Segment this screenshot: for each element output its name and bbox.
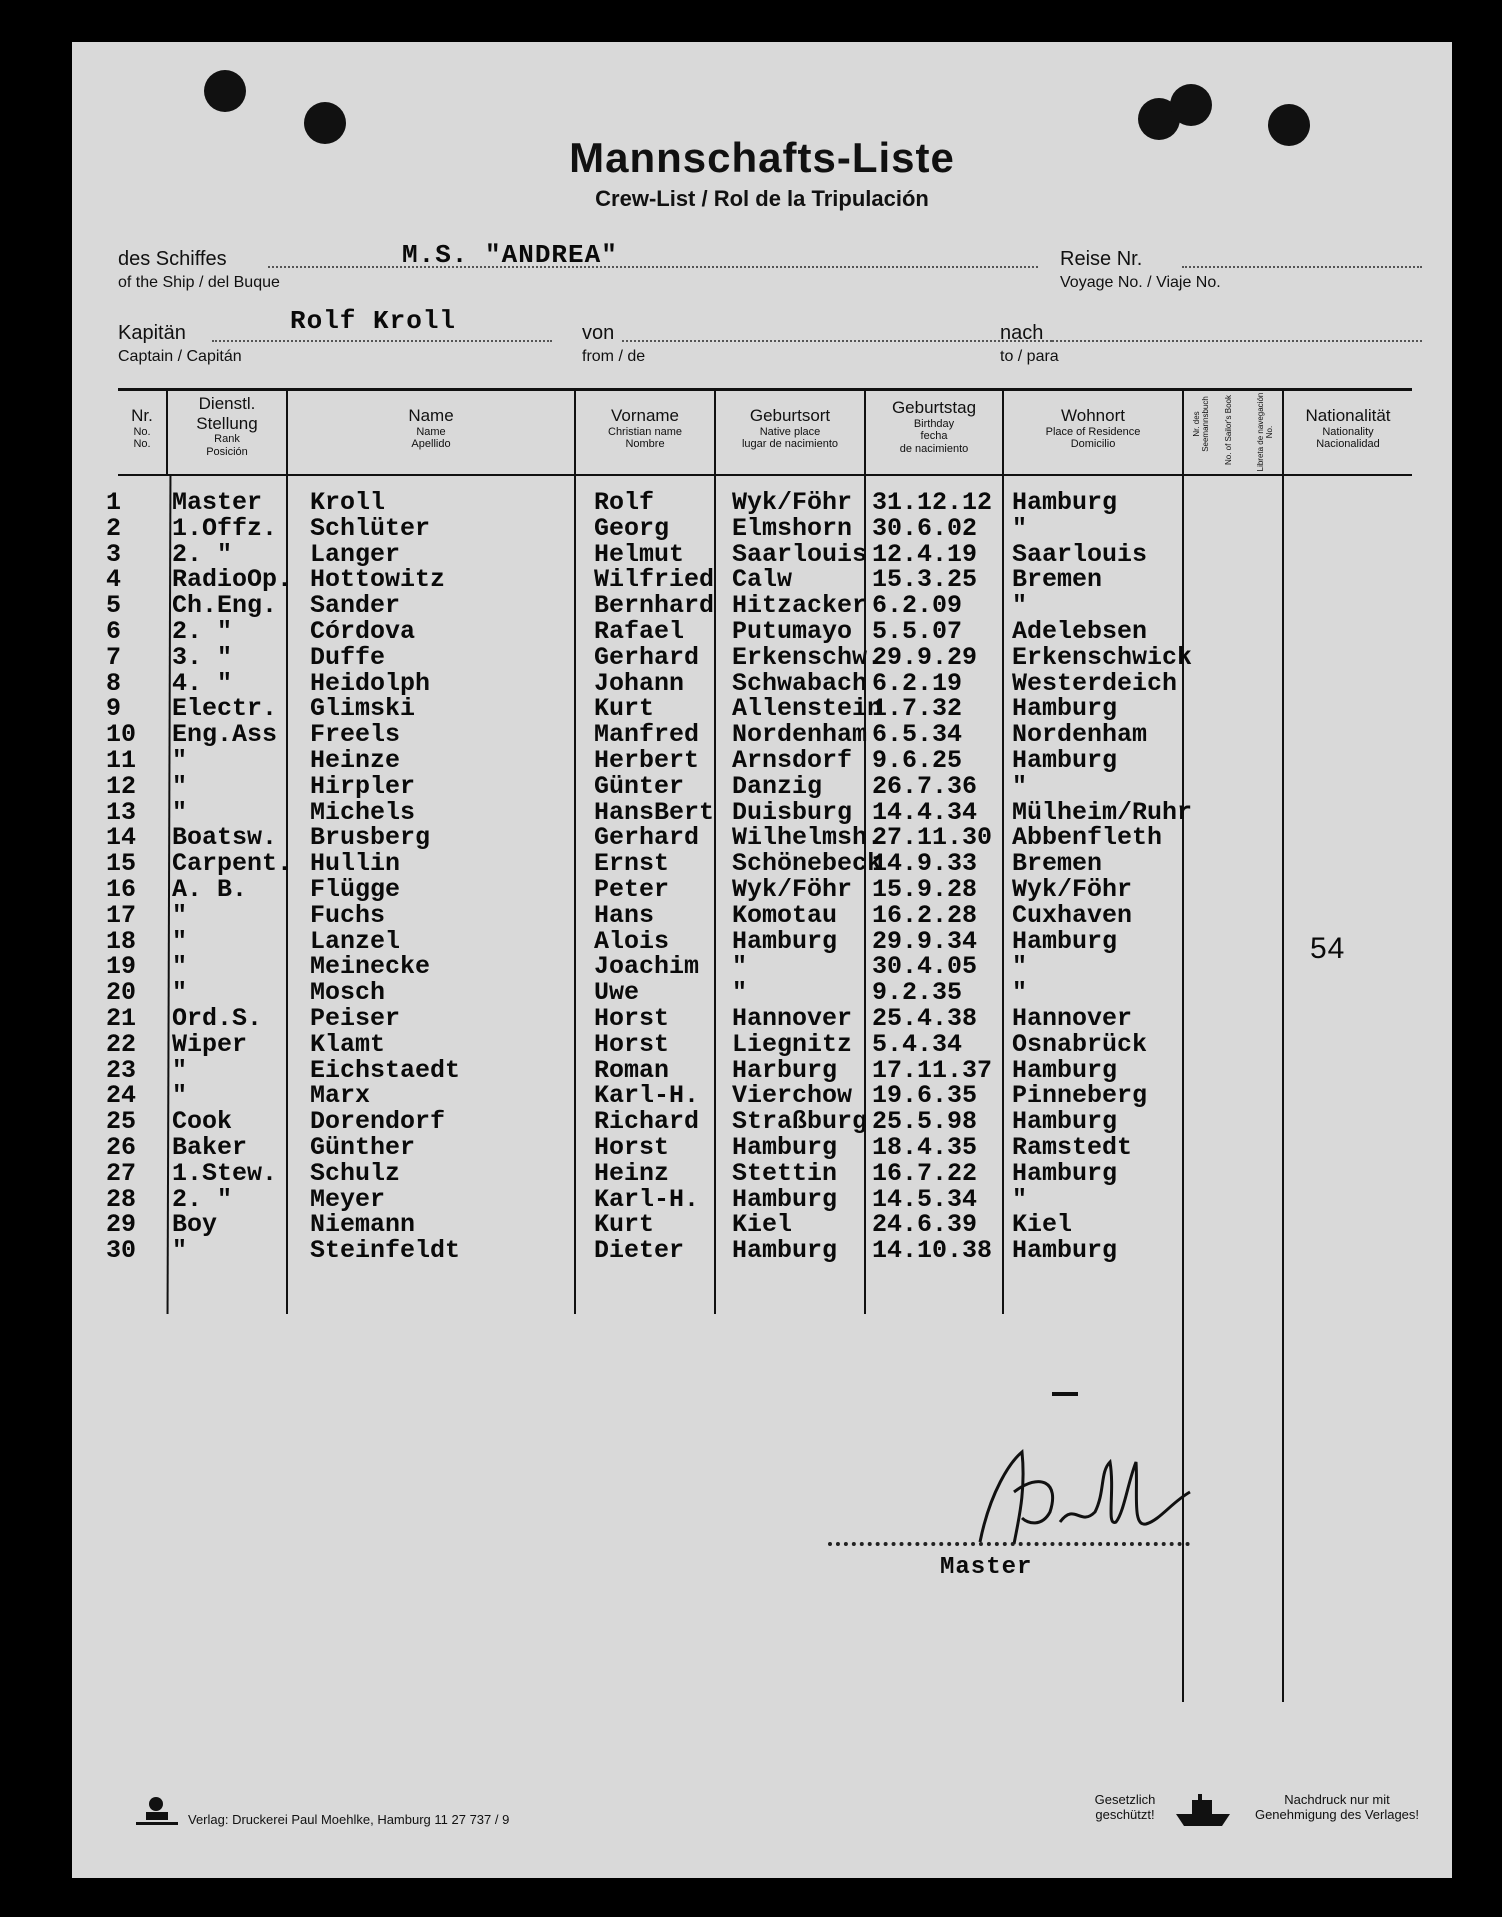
crew-vorname: Roman bbox=[594, 1055, 670, 1085]
table-row bbox=[72, 1029, 1452, 1059]
crew-name: Brusberg bbox=[310, 823, 431, 853]
col-header-seamansbook: Nr. des Seemannsbuch No. of Sailor's Book Libreta de navegación No. bbox=[1192, 392, 1275, 472]
crew-geburtstag: 19.6.35 bbox=[872, 1081, 978, 1111]
crew-vorname: Rafael bbox=[594, 617, 685, 646]
crew-rank: " bbox=[172, 900, 188, 930]
stamp-icon bbox=[134, 1792, 180, 1828]
crew-rank: " bbox=[172, 1081, 188, 1111]
crew-geburtstag: 31.12.12 bbox=[872, 488, 993, 517]
crew-wohnort: Hamburg bbox=[1012, 926, 1118, 956]
voyage-dotline bbox=[1182, 266, 1422, 268]
crew-geburtstag: 26.7.36 bbox=[872, 771, 978, 801]
crew-nr: 11 bbox=[106, 746, 137, 775]
crew-nr: 29 bbox=[106, 1210, 137, 1240]
crew-name: Dorendorf bbox=[310, 1107, 446, 1137]
reprint-notice: Nachdruck nur mit Genehmigung des Verlages! bbox=[1254, 1792, 1420, 1822]
crew-vorname: Günter bbox=[594, 771, 685, 801]
crew-vorname: Alois bbox=[594, 926, 670, 956]
crew-geburtsort: Allenstein bbox=[732, 694, 883, 724]
crew-name: Steinfeldt bbox=[310, 1236, 461, 1266]
crew-geburtstag: 14.9.33 bbox=[872, 849, 978, 879]
crew-wohnort: " bbox=[1012, 978, 1028, 1008]
captain-value: Rolf Kroll bbox=[290, 306, 457, 336]
crew-vorname: Bernhard bbox=[594, 591, 715, 621]
crew-geburtstag: 17.11.37 bbox=[872, 1055, 993, 1085]
crew-name: Mosch bbox=[310, 978, 386, 1008]
crew-vorname: Dieter bbox=[594, 1236, 685, 1266]
from-sublabel: from / de bbox=[582, 348, 646, 365]
col-header-geburtsort: Geburtsort Native place lugar de nacimiento bbox=[741, 406, 838, 451]
crew-rank: Ord.S. bbox=[172, 1004, 263, 1033]
table-header-rule bbox=[118, 474, 1412, 476]
crew-nr: 27 bbox=[106, 1158, 137, 1188]
crew-name: Lanzel bbox=[310, 926, 401, 956]
col-header-wohnort: Wohnort Place of Residence Domicilio bbox=[1045, 406, 1141, 451]
captain-dotline bbox=[212, 340, 552, 342]
crew-nr: 26 bbox=[106, 1133, 137, 1162]
crew-vorname: HansBert bbox=[594, 797, 715, 827]
table-row bbox=[72, 823, 1452, 853]
crew-wohnort: Kiel bbox=[1012, 1210, 1073, 1240]
crew-wohnort: Cuxhaven bbox=[1012, 900, 1133, 930]
crew-rank: " bbox=[172, 952, 188, 982]
table-row bbox=[72, 771, 1452, 801]
crew-geburtsort: " bbox=[732, 978, 748, 1008]
dash-mark bbox=[1052, 1392, 1078, 1396]
crew-nr: 22 bbox=[106, 1029, 137, 1059]
crew-geburtstag: 6.2.09 bbox=[872, 591, 963, 621]
crew-wohnort: Pinneberg bbox=[1012, 1081, 1148, 1111]
crew-geburtstag: 16.7.22 bbox=[872, 1158, 978, 1188]
crew-list-document bbox=[72, 42, 1452, 1878]
crew-name: Heidolph bbox=[310, 668, 431, 698]
crew-name: Sander bbox=[310, 591, 401, 621]
document-title: Mannschafts-Liste bbox=[569, 134, 955, 181]
signature-dotline bbox=[828, 1542, 1190, 1546]
table-row bbox=[72, 1236, 1452, 1266]
crew-rank: 1.Stew. bbox=[172, 1158, 278, 1188]
crew-geburtstag: 24.6.39 bbox=[872, 1210, 978, 1240]
table-row bbox=[72, 642, 1452, 672]
crew-nr: 30 bbox=[106, 1236, 137, 1266]
crew-geburtsort: Vierchow bbox=[732, 1081, 853, 1111]
crew-geburtsort: Wyk/Föhr bbox=[732, 488, 853, 517]
to-label: nach bbox=[1000, 322, 1044, 344]
crew-name: Hottowitz bbox=[310, 565, 446, 595]
crew-geburtstag: 29.9.34 bbox=[872, 926, 978, 956]
crew-geburtstag: 5.4.34 bbox=[872, 1029, 963, 1059]
crew-name: Günther bbox=[310, 1133, 416, 1162]
table-row bbox=[72, 668, 1452, 698]
to-sublabel: to / para bbox=[1000, 348, 1059, 365]
crew-name: Michels bbox=[310, 797, 416, 827]
table-row bbox=[72, 746, 1452, 775]
crew-wohnort: Mülheim/Ruhr bbox=[1012, 797, 1193, 827]
crew-wohnort: Hamburg bbox=[1012, 746, 1118, 775]
crew-vorname: Gerhard bbox=[594, 642, 700, 672]
crew-wohnort: Saarlouis bbox=[1012, 539, 1148, 569]
crew-rank: RadioOp. bbox=[172, 565, 293, 595]
crew-nr: 24 bbox=[106, 1081, 137, 1111]
crew-wohnort: Hamburg bbox=[1012, 1055, 1118, 1085]
crew-geburtsort: Nordenham bbox=[732, 720, 868, 750]
crew-vorname: Hans bbox=[594, 900, 655, 930]
crew-rank: A. B. bbox=[172, 875, 248, 904]
crew-vorname: Gerhard bbox=[594, 823, 700, 853]
crew-name: Freels bbox=[310, 720, 401, 750]
crew-vorname: Uwe bbox=[594, 978, 640, 1008]
to-dotline bbox=[1052, 340, 1422, 342]
protected-notice: Gesetzlich geschützt! bbox=[1094, 1792, 1156, 1822]
crew-name: Flügge bbox=[310, 875, 401, 904]
crew-vorname: Johann bbox=[594, 668, 685, 698]
crew-geburtsort: Schönebeck bbox=[732, 849, 883, 879]
crew-rank: 2. " bbox=[172, 539, 233, 569]
crew-vorname: Wilfried bbox=[594, 565, 715, 595]
crew-wohnort: Hamburg bbox=[1012, 1236, 1118, 1266]
crew-rank: Electr. bbox=[172, 694, 278, 724]
document-subtitle: Crew-List / Rol de la Tripulación bbox=[595, 186, 929, 211]
crew-geburtsort: Stettin bbox=[732, 1158, 838, 1188]
crew-nr: 19 bbox=[106, 952, 137, 982]
crew-geburtstag: 9.6.25 bbox=[872, 746, 963, 775]
crew-name: Glimski bbox=[310, 694, 416, 724]
crew-name: Duffe bbox=[310, 642, 386, 672]
crew-nr: 5 bbox=[106, 591, 122, 621]
crew-nr: 18 bbox=[106, 926, 137, 956]
crew-rank: " bbox=[172, 746, 188, 775]
signature-role: Master bbox=[940, 1554, 1033, 1581]
crew-name: Meyer bbox=[310, 1184, 386, 1214]
crew-rank: 2. " bbox=[172, 617, 233, 646]
table-top-rule bbox=[118, 388, 1412, 391]
table-row bbox=[72, 797, 1452, 827]
crew-wohnort: Osnabrück bbox=[1012, 1029, 1148, 1059]
crew-name: Córdova bbox=[310, 617, 416, 646]
crew-geburtstag: 30.4.05 bbox=[872, 952, 978, 982]
crew-wohnort: Bremen bbox=[1012, 849, 1103, 879]
crew-vorname: Horst bbox=[594, 1029, 670, 1059]
crew-wohnort: Wyk/Föhr bbox=[1012, 875, 1133, 904]
crew-nr: 7 bbox=[106, 642, 122, 672]
table-row bbox=[72, 952, 1452, 982]
col-header-rank: Dienstl. Stellung Rank Posición bbox=[196, 394, 258, 458]
crew-vorname: Horst bbox=[594, 1004, 670, 1033]
crew-geburtstag: 15.3.25 bbox=[872, 565, 978, 595]
crew-geburtsort: Putumayo bbox=[732, 617, 853, 646]
crew-rank: Wiper bbox=[172, 1029, 248, 1059]
table-row bbox=[72, 849, 1452, 879]
crew-wohnort: " bbox=[1012, 952, 1028, 982]
crew-vorname: Karl-H. bbox=[594, 1184, 700, 1214]
crew-vorname: Kurt bbox=[594, 1210, 655, 1240]
crew-wohnort: Erkenschwick bbox=[1012, 642, 1193, 672]
crew-geburtstag: 16.2.28 bbox=[872, 900, 978, 930]
margin-note: 54 bbox=[1310, 932, 1346, 965]
crew-geburtsort: Komotau bbox=[732, 900, 838, 930]
crew-geburtsort: Calw bbox=[732, 565, 793, 595]
crew-geburtstag: 9.2.35 bbox=[872, 978, 963, 1008]
crew-wohnort: Hamburg bbox=[1012, 1158, 1118, 1188]
crew-geburtsort: Hamburg bbox=[732, 1184, 838, 1214]
crew-nr: 14 bbox=[106, 823, 137, 853]
crew-nr: 8 bbox=[106, 668, 122, 698]
crew-name: Eichstaedt bbox=[310, 1055, 461, 1085]
crew-geburtsort: Hamburg bbox=[732, 1133, 838, 1162]
punch-hole bbox=[1170, 84, 1212, 126]
crew-vorname: Manfred bbox=[594, 720, 700, 750]
crew-geburtsort: " bbox=[732, 952, 748, 982]
captain-label: Kapitän bbox=[118, 322, 186, 344]
crew-wohnort: Adelebsen bbox=[1012, 617, 1148, 646]
crew-rank: " bbox=[172, 1055, 188, 1085]
crew-geburtsort: Duisburg bbox=[732, 797, 853, 827]
from-dotline bbox=[622, 340, 1052, 342]
crew-geburtstag: 1.7.32 bbox=[872, 694, 963, 724]
crew-geburtstag: 27.11.30 bbox=[872, 823, 993, 853]
crew-rank: Cook bbox=[172, 1107, 233, 1137]
crew-vorname: Herbert bbox=[594, 746, 700, 775]
crew-vorname: Horst bbox=[594, 1133, 670, 1162]
crew-vorname: Georg bbox=[594, 513, 670, 543]
table-row bbox=[72, 539, 1452, 569]
crew-geburtsort: Hamburg bbox=[732, 1236, 838, 1266]
crew-wohnort: Westerdeich bbox=[1012, 668, 1178, 698]
table-row bbox=[72, 926, 1452, 956]
table-row bbox=[72, 488, 1452, 517]
crew-wohnort: Hamburg bbox=[1012, 1107, 1118, 1137]
crew-nr: 13 bbox=[106, 797, 137, 827]
crew-nr: 10 bbox=[106, 720, 137, 750]
crew-rank: " bbox=[172, 797, 188, 827]
ship-logo-icon bbox=[1172, 1792, 1234, 1832]
crew-nr: 9 bbox=[106, 694, 122, 724]
crew-nr: 21 bbox=[106, 1004, 137, 1033]
crew-vorname: Kurt bbox=[594, 694, 655, 724]
crew-geburtstag: 15.9.28 bbox=[872, 875, 978, 904]
crew-name: Klamt bbox=[310, 1029, 386, 1059]
table-row bbox=[72, 1081, 1452, 1111]
crew-rank: Boatsw. bbox=[172, 823, 278, 853]
crew-nr: 15 bbox=[106, 849, 137, 879]
crew-geburtsort: Erkenschw. bbox=[732, 642, 883, 672]
crew-name: Schlüter bbox=[310, 513, 431, 543]
crew-geburtsort: Danzig bbox=[732, 771, 823, 801]
crew-wohnort: Abbenfleth bbox=[1012, 823, 1163, 853]
crew-rank: Boy bbox=[172, 1210, 218, 1240]
voyage-sublabel: Voyage No. / Viaje No. bbox=[1060, 274, 1221, 291]
crew-geburtsort: Hannover bbox=[732, 1004, 853, 1033]
crew-rank: " bbox=[172, 1236, 188, 1266]
crew-nr: 1 bbox=[106, 488, 122, 517]
crew-geburtstag: 29.9.29 bbox=[872, 642, 978, 672]
captain-sublabel: Captain / Capitán bbox=[118, 348, 242, 365]
crew-name: Marx bbox=[310, 1081, 371, 1111]
table-row bbox=[72, 1133, 1452, 1162]
crew-name: Fuchs bbox=[310, 900, 386, 930]
ship-label: des Schiffes bbox=[118, 248, 227, 270]
crew-name: Hullin bbox=[310, 849, 401, 879]
col-header-vorname: Vorname Christian name Nombre bbox=[608, 406, 682, 451]
crew-wohnort: " bbox=[1012, 513, 1028, 543]
table-row bbox=[72, 513, 1452, 543]
table-row bbox=[72, 720, 1452, 750]
crew-name: Langer bbox=[310, 539, 401, 569]
voyage-label: Reise Nr. bbox=[1060, 248, 1143, 270]
crew-name: Hirpler bbox=[310, 771, 416, 801]
table-row bbox=[72, 1210, 1452, 1240]
crew-nr: 17 bbox=[106, 900, 137, 930]
crew-geburtstag: 30.6.02 bbox=[872, 513, 978, 543]
crew-nr: 3 bbox=[106, 539, 122, 569]
crew-nr: 4 bbox=[106, 565, 122, 595]
crew-rank: 3. " bbox=[172, 642, 233, 672]
crew-geburtstag: 14.4.34 bbox=[872, 797, 978, 827]
punch-hole bbox=[204, 70, 246, 112]
crew-nr: 23 bbox=[106, 1055, 137, 1085]
table-row bbox=[72, 591, 1452, 621]
crew-geburtsort: Harburg bbox=[732, 1055, 838, 1085]
crew-vorname: Karl-H. bbox=[594, 1081, 700, 1111]
crew-vorname: Peter bbox=[594, 875, 670, 904]
crew-name: Schulz bbox=[310, 1158, 401, 1188]
col-header-nr: Nr. No. No. bbox=[131, 406, 153, 451]
table-row bbox=[72, 1004, 1452, 1033]
crew-rank: Baker bbox=[172, 1133, 248, 1162]
publisher-info: Verlag: Druckerei Paul Moehlke, Hamburg 11 27 737 / 9 bbox=[188, 1812, 510, 1827]
table-row bbox=[72, 875, 1452, 904]
table-row bbox=[72, 1184, 1452, 1214]
crew-vorname: Joachim bbox=[594, 952, 700, 982]
table-row bbox=[72, 565, 1452, 595]
crew-wohnort: Hannover bbox=[1012, 1004, 1133, 1033]
crew-geburtsort: Wilhelmsh. bbox=[732, 823, 883, 853]
table-row bbox=[72, 1107, 1452, 1137]
col-header-nationalitaet: Nationalität Nationality Nacionalidad bbox=[1305, 406, 1391, 451]
crew-geburtstag: 6.5.34 bbox=[872, 720, 963, 750]
crew-geburtstag: 18.4.35 bbox=[872, 1133, 978, 1162]
crew-geburtsort: Hitzacker bbox=[732, 591, 868, 621]
crew-rank: 2. " bbox=[172, 1184, 233, 1214]
crew-wohnort: Ramstedt bbox=[1012, 1133, 1133, 1162]
crew-vorname: Heinz bbox=[594, 1158, 670, 1188]
crew-rank: Master bbox=[172, 488, 263, 517]
from-label: von bbox=[582, 322, 615, 344]
crew-geburtsort: Wyk/Föhr bbox=[732, 875, 853, 904]
crew-vorname: Rolf bbox=[594, 488, 655, 517]
crew-geburtsort: Schwabach bbox=[732, 668, 868, 698]
crew-nr: 6 bbox=[106, 617, 122, 646]
crew-name: Meinecke bbox=[310, 952, 431, 982]
table-row bbox=[72, 900, 1452, 930]
crew-geburtsort: Saarlouis bbox=[732, 539, 868, 569]
crew-geburtstag: 14.5.34 bbox=[872, 1184, 978, 1214]
crew-rank: " bbox=[172, 978, 188, 1008]
crew-geburtstag: 12.4.19 bbox=[872, 539, 978, 569]
crew-wohnort: " bbox=[1012, 591, 1028, 621]
crew-geburtsort: Straßburg bbox=[732, 1107, 868, 1137]
col-header-geburtstag: Geburtstag Birthday fecha de nacimiento bbox=[891, 398, 977, 455]
crew-wohnort: Hamburg bbox=[1012, 694, 1118, 724]
crew-wohnort: " bbox=[1012, 1184, 1028, 1214]
crew-rank: Eng.Ass bbox=[172, 720, 278, 750]
crew-wohnort: Nordenham bbox=[1012, 720, 1148, 750]
crew-rank: Ch.Eng. bbox=[172, 591, 278, 621]
crew-name: Heinze bbox=[310, 746, 401, 775]
table-row bbox=[72, 1158, 1452, 1188]
crew-nr: 28 bbox=[106, 1184, 137, 1214]
crew-nr: 12 bbox=[106, 771, 137, 801]
table-row bbox=[72, 1055, 1452, 1085]
crew-name: Peiser bbox=[310, 1004, 401, 1033]
crew-nr: 16 bbox=[106, 875, 137, 904]
crew-nr: 25 bbox=[106, 1107, 137, 1137]
ship-dotline bbox=[268, 266, 1038, 268]
table-row bbox=[72, 617, 1452, 646]
crew-nr: 20 bbox=[106, 978, 137, 1008]
crew-rank: " bbox=[172, 926, 188, 956]
crew-geburtstag: 5.5.07 bbox=[872, 617, 963, 646]
crew-rank: 4. " bbox=[172, 668, 233, 698]
crew-geburtsort: Kiel bbox=[732, 1210, 793, 1240]
crew-vorname: Helmut bbox=[594, 539, 685, 569]
crew-vorname: Ernst bbox=[594, 849, 670, 879]
crew-vorname: Richard bbox=[594, 1107, 700, 1137]
table-row bbox=[72, 978, 1452, 1008]
ship-value: M.S. "ANDREA" bbox=[402, 240, 618, 270]
crew-geburtstag: 14.10.38 bbox=[872, 1236, 993, 1266]
crew-geburtsort: Arnsdorf bbox=[732, 746, 853, 775]
crew-name: Niemann bbox=[310, 1210, 416, 1240]
crew-name: Kroll bbox=[310, 488, 386, 517]
crew-nr: 2 bbox=[106, 513, 122, 543]
crew-geburtstag: 25.4.38 bbox=[872, 1004, 978, 1033]
table-row bbox=[72, 694, 1452, 724]
crew-wohnort: " bbox=[1012, 771, 1028, 801]
crew-rank: " bbox=[172, 771, 188, 801]
crew-geburtsort: Hamburg bbox=[732, 926, 838, 956]
crew-geburtsort: Elmshorn bbox=[732, 513, 853, 543]
crew-geburtsort: Liegnitz bbox=[732, 1029, 853, 1059]
crew-wohnort: Bremen bbox=[1012, 565, 1103, 595]
crew-geburtstag: 25.5.98 bbox=[872, 1107, 978, 1137]
crew-geburtstag: 6.2.19 bbox=[872, 668, 963, 698]
col-header-name: Name Name Apellido bbox=[408, 406, 454, 451]
crew-rank: Carpent. bbox=[172, 849, 293, 879]
crew-wohnort: Hamburg bbox=[1012, 488, 1118, 517]
crew-rank: 1.Offz. bbox=[172, 513, 278, 543]
ship-sublabel: of the Ship / del Buque bbox=[118, 274, 280, 291]
